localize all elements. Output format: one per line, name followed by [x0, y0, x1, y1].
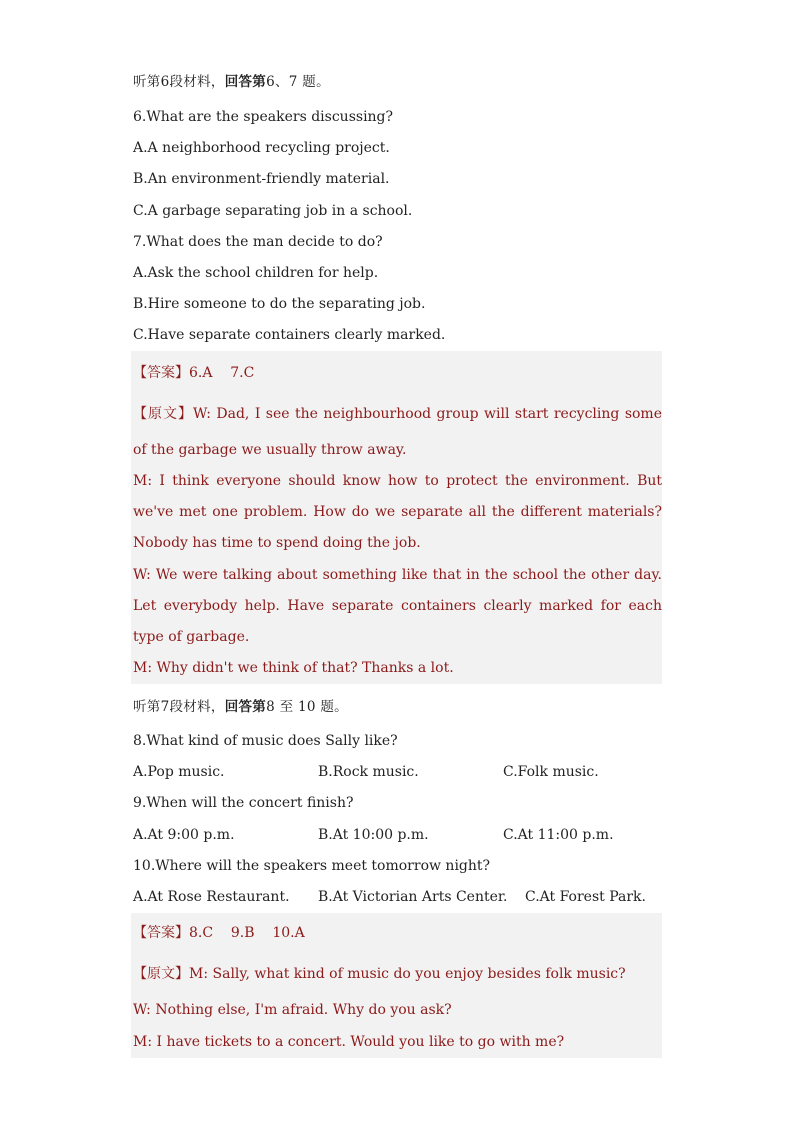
- answer-box-1: [131, 351, 662, 684]
- heading-text: 听第: [133, 74, 161, 90]
- transcript-text: M: Sally, what kind of music do you enjoy besides folk music?: [189, 966, 626, 982]
- q6-option-a: A.A neighborhood recycling project.: [133, 140, 390, 156]
- transcript-line: [133, 964, 662, 984]
- heading-text: 段材料，: [169, 74, 225, 90]
- q10-option-a: A.At Rose Restaurant.: [133, 889, 290, 905]
- section-heading-1: [133, 72, 330, 92]
- heading-number: 6: [160, 74, 170, 90]
- question-7: 7.What does the man decide to do?: [133, 234, 383, 250]
- heading-text: 听第: [133, 699, 161, 715]
- q9-option-b: B.At 10:00 p.m.: [318, 827, 429, 843]
- heading-text: 段材料，: [169, 699, 225, 715]
- question-6: 6.What are the speakers discussing?: [133, 109, 394, 125]
- answer-line-2: [133, 923, 662, 943]
- transcript-line: [133, 404, 662, 424]
- answer-tag: 【答案】: [133, 925, 189, 941]
- answer-line-1: [133, 363, 662, 383]
- heading-text: 6、7 题。: [266, 74, 330, 90]
- q8-option-c: C.Folk music.: [503, 764, 599, 780]
- transcript-line: W: We were talking about something like that in the school the other day.: [133, 567, 662, 583]
- question-8: 8.What kind of music does Sally like?: [133, 733, 398, 749]
- transcript-line: Let everybody help. Have separate containers clearly marked for each: [133, 598, 662, 614]
- q10-option-b: B.At Victorian Arts Center.: [318, 889, 508, 905]
- transcript-line: M: I think everyone should know how to protect the environment. But: [133, 473, 662, 489]
- q7-option-c: C.Have separate containers clearly marked.: [133, 327, 446, 343]
- answer-tag: 【答案】: [133, 365, 189, 381]
- q8-option-a: A.Pop music.: [133, 764, 225, 780]
- answer-text: 8.C 9.B 10.A: [189, 925, 305, 941]
- q7-option-b: B.Hire someone to do the separating job.: [133, 296, 426, 312]
- transcript-line: M: I have tickets to a concert. Would you like to go with me?: [133, 1034, 565, 1050]
- transcript-line: M: Why didn't we think of that? Thanks a lot.: [133, 660, 454, 676]
- q6-option-b: B.An environment-friendly material.: [133, 171, 390, 187]
- answer-box-2: [131, 913, 662, 1058]
- transcript-line: we've met one problem. How do we separate all the different materials?: [133, 504, 662, 520]
- question-10: 10.Where will the speakers meet tomorrow night?: [133, 858, 491, 874]
- answer-text: 6.A 7.C: [189, 365, 255, 381]
- transcript-line: type of garbage.: [133, 629, 250, 645]
- q7-option-a: A.Ask the school children for help.: [133, 265, 379, 281]
- heading-bold-text: 回答第: [224, 74, 267, 90]
- transcript-tag: 【原文】: [133, 406, 194, 422]
- q9-option-c: C.At 11:00 p.m.: [503, 827, 614, 843]
- q9-option-a: A.At 9:00 p.m.: [133, 827, 235, 843]
- heading-text: 8 至 10 题。: [266, 699, 348, 715]
- transcript-text: W: Dad, I see the neighbourhood group will start recycling some: [193, 406, 662, 422]
- q6-option-c: C.A garbage separating job in a school.: [133, 203, 413, 219]
- transcript-tag: 【原文】: [133, 966, 189, 982]
- transcript-line: of the garbage we usually throw away.: [133, 442, 407, 458]
- section-heading-2: [133, 697, 348, 717]
- heading-bold-text: 回答第: [224, 699, 267, 715]
- question-9: 9.When will the concert finish?: [133, 795, 354, 811]
- transcript-line: Nobody has time to spend doing the job.: [133, 535, 421, 551]
- q10-option-c: C.At Forest Park.: [525, 889, 646, 905]
- transcript-line: W: Nothing else, I'm afraid. Why do you ask?: [133, 1002, 452, 1018]
- q8-option-b: B.Rock music.: [318, 764, 419, 780]
- heading-number: 7: [160, 699, 170, 715]
